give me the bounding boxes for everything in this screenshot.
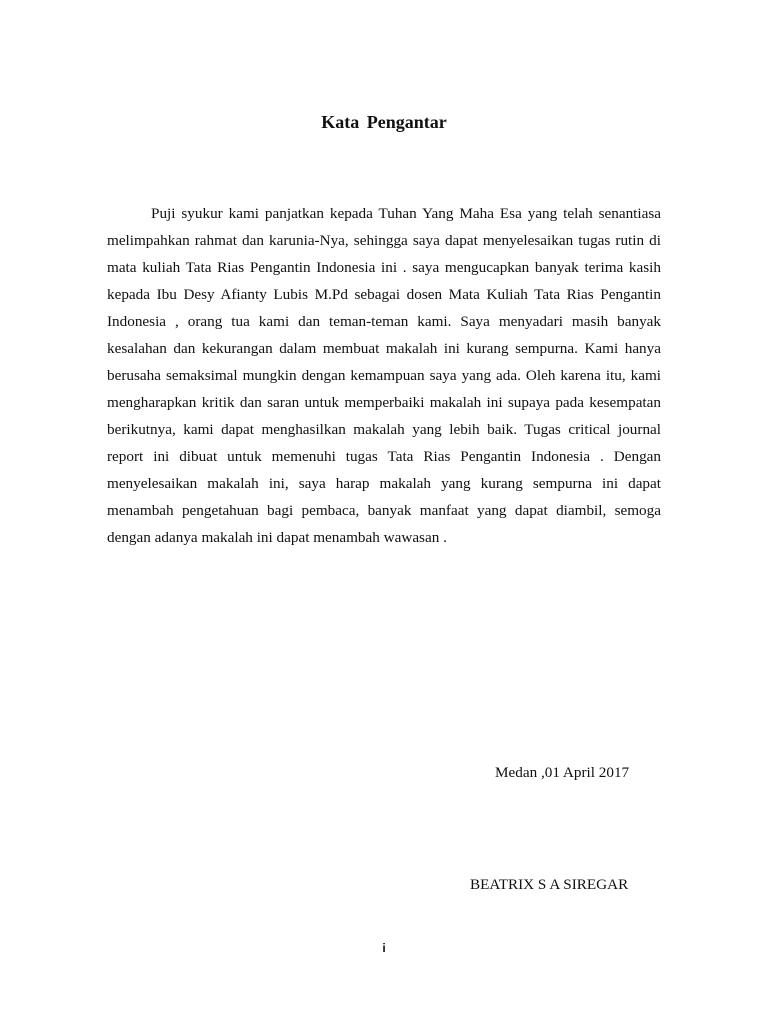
author-name: BEATRIX S A SIREGAR bbox=[470, 876, 629, 893]
page-number: i bbox=[382, 941, 386, 955]
place-date: Medan ,01 April 2017 bbox=[495, 764, 630, 781]
page-title: Kata Pengantar bbox=[321, 112, 447, 132]
body-paragraph: Puji syukur kami panjatkan kepada Tuhan Yang Maha Esa yang telah senantiasa melimpahkan rahmat dan karunia-Nya, sehingga saya dapat menyelesaikan tugas rutin di mata kuliah Tata Rias Pengantin Indonesia ini . saya mengucapkan banyak terima kasih kepada Ibu Desy Afianty Lubis M.Pd sebagai dosen Mata Kuliah Tata Rias Pengantin Indonesia , orang tua kami dan teman-teman kami. Saya menyadari masih banyak kesalahan dan kekurangan dalam membuat makalah ini kurang sempurna. Kami hanya berusaha semaksimal mungkin dengan kemampuan saya yang ada. Oleh karena itu, kami mengharapkan kritik dan saran untuk memperbaiki makalah ini supaya pada kesempatan berikutnya, kami dapat menghasilkan makalah yang lebih baik. Tugas critical journal report ini dibuat untuk memenuhi tugas Tata Rias Pengantin Indonesia . Dengan menyelesaikan makalah ini, saya harap makalah yang kurang sempurna ini dapat menambah pengetahuan bagi pembaca, banyak manfaat yang dapat diambil, semoga dengan adanya makalah ini dapat menambah wawasan . bbox=[107, 205, 661, 546]
